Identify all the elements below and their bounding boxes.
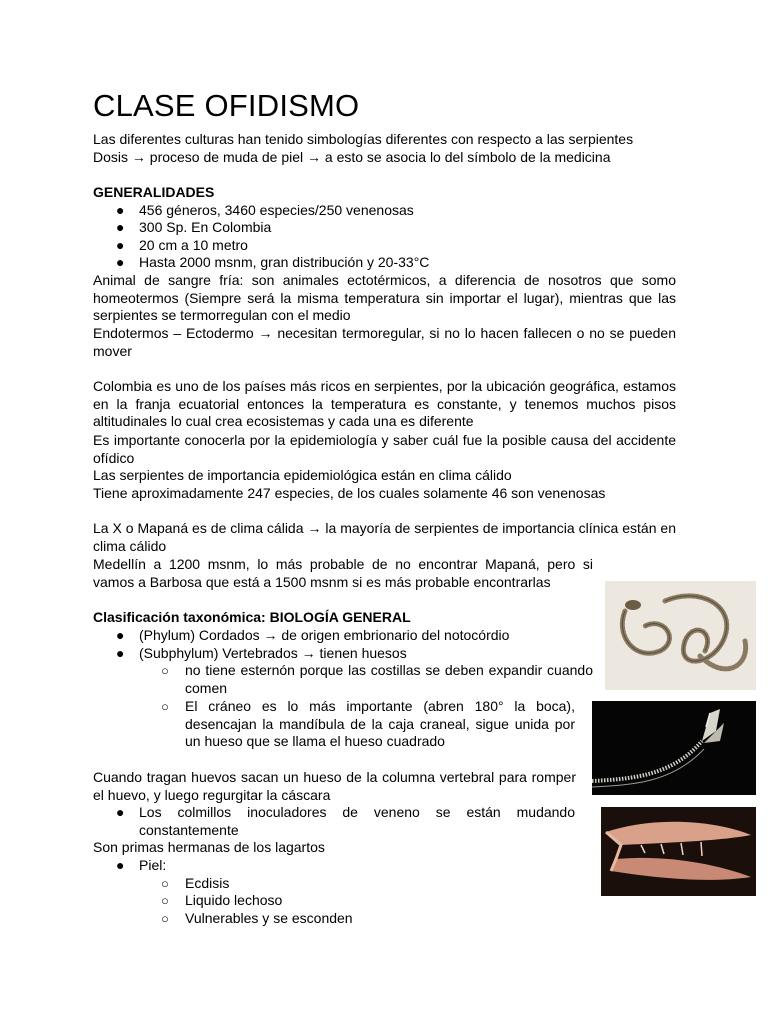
paragraph-colombia: Colombia es uno de los países más ricos en serpientes, por la ubicación geográfica, estamos en la franja ecuatorial entonces la temperatura es constante, y tenemos muchos pisos altitudinales lo cual crea ecosistemas y cada una es diferente (93, 378, 676, 429)
paragraph-importante: Es importante conocerla por la epidemiología y saber cuál fue la posible causa del accidente ofídico (93, 432, 676, 466)
page-title: CLASE OFIDISMO (93, 88, 360, 123)
sub-bullet-icon: ○ (161, 911, 169, 926)
sub-list-item: El cráneo es lo más importante (abren 180° la boca), desencajan la mandíbula de la caja craneal, sigue unida por un hueso que se llama el hueso cuadrado (185, 698, 575, 749)
list-item: 20 cm a 10 metro (139, 237, 248, 253)
snake-skeleton-coiled-photo (605, 581, 756, 690)
bullet-icon: ● (116, 237, 125, 253)
section-heading-generalidades: GENERALIDADES (93, 184, 215, 200)
paragraph-huevos: Cuando tragan huevos sacan un hueso de la columna vertebral para romper el huevo, y luego regurgitar la cáscara (93, 769, 576, 803)
line-especies: Tiene aproximadamente 247 especies, de los cuales solamente 46 son venenosas (93, 485, 606, 501)
section-heading-clasificacion: Clasificación taxonómica: BIOLOGÍA GENERAL (93, 609, 411, 625)
snake-skull-skeleton-dark-photo (592, 701, 756, 795)
intro-line-1: Las diferentes culturas han tenido simbologías diferentes con respecto a las serpientes (93, 131, 634, 147)
paragraph-endotermos: Endotermos – Ectodermo → necesitan termoregular, si no lo hacen fallecen o no se pueden mover (93, 325, 676, 359)
bullet-icon: ● (116, 857, 125, 873)
paragraph-medellin: Medellín a 1200 msnm, lo más probable de no encontrar Mapaná, pero si vamos a Barbosa que está a 1500 msnm si es más probable encontrarlas (93, 556, 593, 590)
sub-bullet-icon: ○ (161, 876, 169, 891)
sub-list-item: Ecdisis (185, 875, 230, 891)
list-item: Los colmillos inoculadores de veneno se están mudando constantemente (139, 804, 575, 838)
bullet-icon: ● (116, 254, 125, 270)
sub-bullet-icon: ○ (161, 699, 169, 714)
line-clima-calido: Las serpientes de importancia epidemiológica están en clima cálido (93, 467, 512, 483)
paragraph-sangre-fria: Animal de sangre fría: son animales ectotérmicos, a diferencia de nosotros que somo homeotermos (Siempre será la misma temperatura sin importar el lugar), mientras que las serpientes se termorregulan con el medio (93, 272, 676, 323)
sub-bullet-icon: ○ (161, 893, 169, 908)
paragraph-mapana: La X o Mapaná es de clima cálida → la mayoría de serpientes de importancia clínica están en clima cálido (93, 520, 676, 554)
list-item: Hasta 2000 msnm, gran distribución y 20-33°C (139, 254, 430, 270)
sub-list-item: Liquido lechoso (185, 892, 283, 908)
bullet-icon: ● (116, 645, 125, 661)
bullet-icon: ● (116, 219, 125, 235)
list-item-piel: Piel: (139, 857, 167, 873)
line-lagartos: Son primas hermanas de los lagartos (93, 839, 325, 855)
list-item: (Phylum) Cordados → de origen embrionario del notocórdio (139, 627, 510, 643)
snake-skull-open-jaw-photo (601, 807, 756, 896)
bullet-icon: ● (116, 627, 125, 643)
list-item: 456 géneros, 3460 especies/250 venenosas (139, 202, 414, 218)
snake-skull-skeleton-icon (592, 701, 756, 795)
snake-skull-open-jaw-icon (601, 807, 756, 896)
bullet-icon: ● (116, 202, 125, 218)
sub-list-item: Vulnerables y se esconden (185, 910, 353, 926)
list-item: 300 Sp. En Colombia (139, 219, 272, 235)
bullet-icon: ● (116, 804, 125, 820)
snake-skeleton-coiled-icon (605, 581, 756, 690)
sub-list-item: no tiene esternón porque las costillas se deben expandir cuando comen (185, 662, 593, 696)
sub-bullet-icon: ○ (161, 663, 169, 678)
intro-line-2: Dosis → proceso de muda de piel → a esto se asocia lo del símbolo de la medicina (93, 149, 611, 165)
list-item: (Subphylum) Vertebrados → tienen huesos (139, 645, 407, 661)
